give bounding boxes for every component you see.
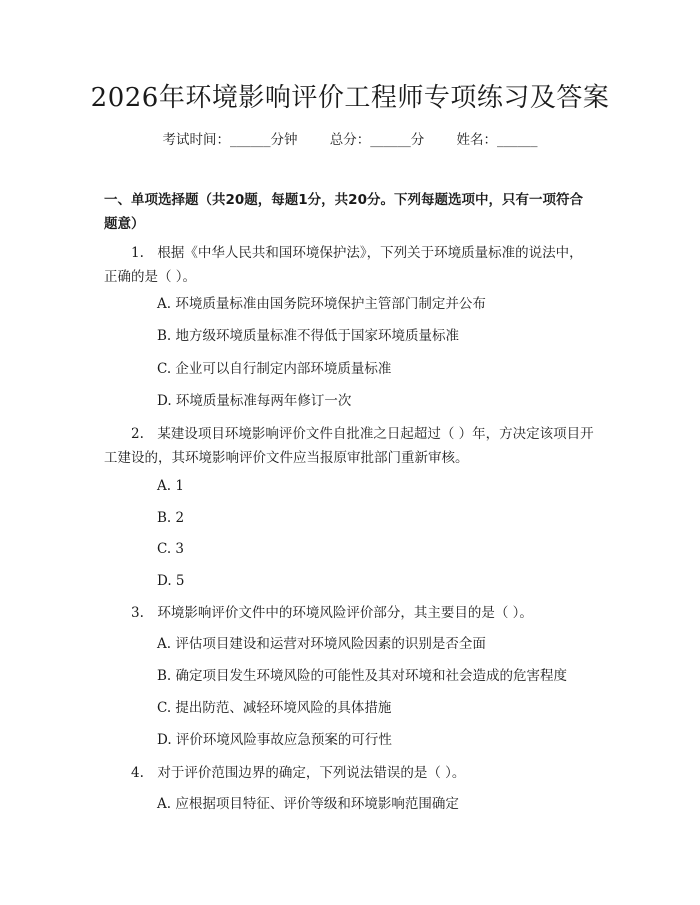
question-2-stem: 2. 某建设项目环境影响评价文件自批准之日起超过（ ）年，方决定该项目开工建设的，其环境影响评价文件应当报原审批部门重新审核。 <box>104 426 594 466</box>
question-2-option-b: B. 2 <box>157 510 185 526</box>
question-3-option-c: C. 提出防范、减轻环境风险的具体措施 <box>157 700 392 716</box>
exam-name: 姓名：______ <box>456 132 538 148</box>
question-2-option-c: C. 3 <box>157 541 185 557</box>
section-heading: 一、单项选择题（共20题，每题1分，共20分。下列每题选项中，只有一项符合题意） <box>104 192 583 232</box>
question-2-option-a: A. 1 <box>157 478 184 494</box>
exam-time: 考试时间：______分钟 <box>162 132 298 148</box>
question-1-option-b: B. 地方级环境质量标准不得低于国家环境质量标准 <box>157 328 460 344</box>
question-3-option-d: D. 评价环境风险事故应急预案的可行性 <box>157 732 392 748</box>
exam-score: 总分：______分 <box>329 132 425 148</box>
question-2-option-d: D. 5 <box>157 573 185 589</box>
question-1-option-c: C. 企业可以自行制定内部环境质量标准 <box>157 361 392 377</box>
question-4-stem: 4. 对于评价范围边界的确定，下列说法错误的是（ ）。 <box>131 765 466 781</box>
question-4-option-a: A. 应根据项目特征、评价等级和环境影响范围确定 <box>157 796 459 812</box>
question-3-stem: 3. 环境影响评价文件中的环境风险评价部分，其主要目的是（ ）。 <box>131 605 533 621</box>
question-1-stem: 1. 根据《中华人民共和国环境保护法》，下列关于环境质量标准的说法中，正确的是（ ）。 <box>104 245 583 285</box>
question-3-option-b: B. 确定项目发生环境风险的可能性及其对环境和社会造成的危害程度 <box>157 668 568 684</box>
question-3-option-a: A. 评估项目建设和运营对环境风险因素的识别是否全面 <box>157 636 486 652</box>
exam-meta <box>0 129 700 151</box>
question-1-option-d: D. 环境质量标准每两年修订一次 <box>157 393 352 409</box>
page-title: 2026年环境影响评价工程师专项练习及答案 <box>90 83 610 113</box>
question-1-option-a: A. 环境质量标准由国务院环境保护主管部门制定并公布 <box>157 296 486 312</box>
